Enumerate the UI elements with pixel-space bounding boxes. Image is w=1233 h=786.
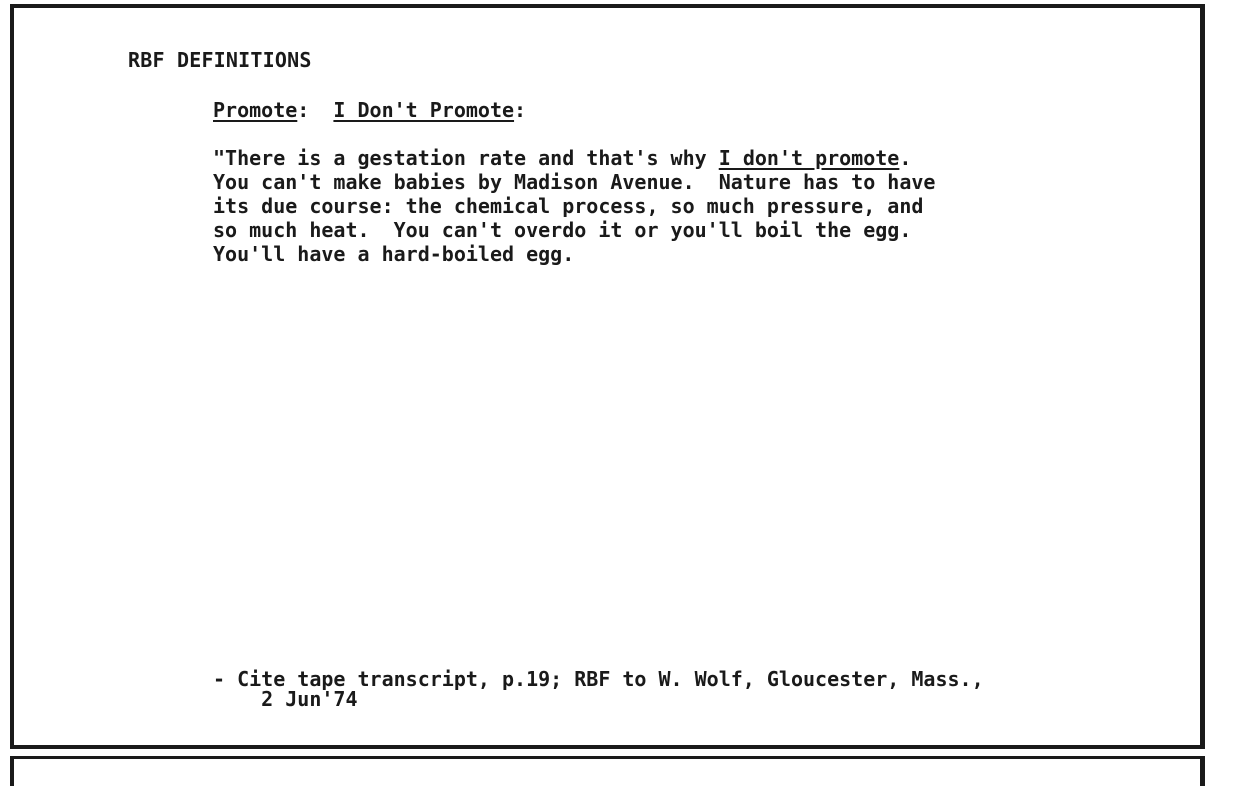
quote-line-4: so much heat. You can't overdo it or you'll boil the egg. bbox=[213, 218, 912, 242]
quote-emphasis: I don't promote bbox=[718, 146, 900, 170]
next-card-edge bbox=[10, 756, 1205, 786]
definition-term bbox=[213, 98, 526, 122]
citation-line-1: - Cite tape transcript, p.19; RBF to W. Wolf, Gloucester, Mass., bbox=[213, 667, 984, 691]
term-primary: Promote bbox=[213, 98, 298, 122]
quote-line-3: its due course: the chemical process, so much pressure, and bbox=[213, 194, 924, 218]
quote-line-2: You can't make babies by Madison Avenue. Nature has to have bbox=[213, 170, 936, 194]
index-card bbox=[10, 4, 1205, 749]
quote-line-5: You'll have a hard-boiled egg. bbox=[213, 242, 575, 266]
term-secondary: I Don't Promote bbox=[333, 98, 515, 122]
quote-line-1: "There is a gestation rate and that's why I don't promote. bbox=[213, 146, 912, 170]
citation-line-2: 2 Jun'74 bbox=[213, 687, 358, 711]
citation bbox=[213, 669, 984, 709]
definition-quote bbox=[213, 146, 935, 266]
term-colon: : bbox=[514, 98, 527, 122]
term-separator: : bbox=[297, 98, 334, 122]
card-heading: RBF DEFINITIONS bbox=[128, 48, 312, 72]
